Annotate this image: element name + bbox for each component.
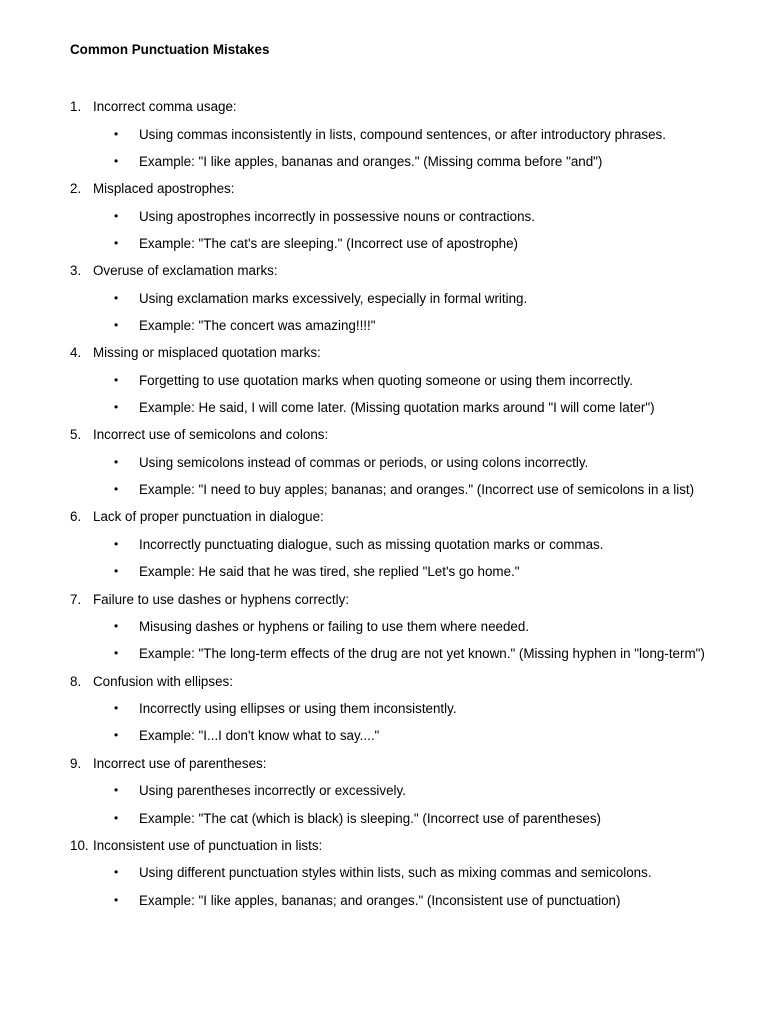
bullet-point (0, 862, 768, 889)
bullet-text: Example: "The cat's are sleeping." (Incorrect use of apostrophe) (139, 235, 519, 251)
bullet-text: Using commas inconsistently in lists, compound sentences, or after introductory phrases. (139, 126, 666, 142)
bullet-text: Using semicolons instead of commas or periods, or using colons incorrectly. (139, 454, 589, 470)
bullet-icon: • (114, 728, 119, 743)
list-item-number: 4. (70, 345, 82, 361)
bullet-icon: • (114, 564, 119, 579)
bullet-text: Using parentheses incorrectly or excessively. (139, 783, 406, 799)
bullet-text: Incorrectly using ellipses or using them inconsistently. (139, 701, 457, 717)
bullet-icon: • (114, 701, 119, 716)
list-item-number: 5. (70, 427, 82, 443)
bullet-point (0, 890, 768, 917)
bullet-icon: • (114, 646, 119, 661)
bullet-text: Example: "I need to buy apples; bananas; and oranges." (Incorrect use of semicolons in a list) (139, 482, 695, 498)
list-item-label: Overuse of exclamation marks: (93, 263, 278, 279)
bullet-point (0, 643, 768, 670)
bullet-icon: • (114, 208, 119, 223)
list-item-number: 10. (70, 837, 89, 853)
bullet-text: Example: "The cat (which is black) is sleeping." (Incorrect use of parentheses) (139, 810, 602, 826)
list-item-label: Confusion with ellipses: (93, 673, 233, 689)
bullet-text: Forgetting to use quotation marks when quoting someone or using them incorrectly. (139, 372, 633, 388)
bullet-point (0, 370, 768, 397)
bullet-icon: • (114, 400, 119, 415)
list-item-number: 1. (70, 99, 82, 114)
bullet-point (0, 534, 768, 561)
bullet-point (0, 397, 768, 424)
bullet-icon: • (114, 126, 119, 141)
list-item-label: Missing or misplaced quotation marks: (93, 345, 321, 361)
bullet-point (0, 233, 768, 260)
list-item-number: 7. (70, 591, 82, 607)
bullet-point (0, 288, 768, 315)
bullet-icon: • (114, 892, 119, 907)
bullet-point (0, 698, 768, 725)
bullet-icon: • (114, 153, 119, 168)
bullet-text: Example: He said, I will come later. (Missing quotation marks around "I will come later") (139, 400, 655, 416)
bullet-text: Using exclamation marks excessively, especially in formal writing. (139, 290, 528, 306)
bullet-point (0, 561, 768, 588)
list-item-number: 6. (70, 509, 82, 525)
bullet-icon: • (114, 783, 119, 798)
list-item (0, 424, 768, 452)
bullet-point (0, 206, 768, 233)
list-item-number: 8. (70, 673, 82, 689)
list-item (0, 671, 768, 699)
document-title: Common Punctuation Mistakes (70, 42, 270, 57)
bullet-icon: • (114, 454, 119, 469)
bullet-point (0, 725, 768, 752)
list-item-label: Failure to use dashes or hyphens correctly: (93, 591, 350, 607)
list-item (0, 835, 768, 863)
bullet-icon: • (114, 235, 119, 250)
list-item (0, 260, 768, 288)
bullet-text: Example: "The long-term effects of the drug are not yet known." (Missing hyphen in "long-term") (139, 646, 705, 662)
list-item (0, 589, 768, 617)
bullet-icon: • (114, 290, 119, 305)
bullet-text: Misusing dashes or hyphens or failing to use them where needed. (139, 619, 530, 635)
bullet-icon: • (114, 619, 119, 634)
list-item-number: 3. (70, 263, 82, 279)
bullet-icon: • (114, 372, 119, 387)
list-item (0, 753, 768, 781)
list-item (0, 96, 768, 124)
bullet-text: Incorrectly punctuating dialogue, such as missing quotation marks or commas. (139, 536, 604, 552)
list-item-label: Misplaced apostrophes: (93, 181, 235, 197)
bullet-icon: • (114, 810, 119, 825)
bullet-text: Example: "I...I don't know what to say...." (139, 728, 380, 744)
bullet-point (0, 124, 768, 151)
list-item (0, 506, 768, 534)
bullet-text: Example: "I like apples, bananas and oranges." (Missing comma before "and") (139, 153, 603, 169)
bullet-point (0, 151, 768, 178)
list-item-label: Incorrect use of parentheses: (93, 755, 267, 771)
list-item-number: 2. (70, 181, 82, 197)
list-item-label: Lack of proper punctuation in dialogue: (93, 509, 324, 525)
list-item-label: Incorrect use of semicolons and colons: (93, 427, 329, 443)
bullet-point (0, 315, 768, 342)
bullet-icon: • (114, 482, 119, 497)
bullet-icon: • (114, 317, 119, 332)
bullet-text: Using different punctuation styles within lists, such as mixing commas and semicolons. (139, 865, 652, 881)
bullet-text: Example: "I like apples, bananas; and oranges." (Inconsistent use of punctuation) (139, 892, 621, 908)
bullet-point (0, 808, 768, 835)
list-item-label: Inconsistent use of punctuation in lists: (93, 837, 323, 853)
bullet-point (0, 452, 768, 479)
list-item-label: Incorrect comma usage: (93, 99, 237, 114)
bullet-point (0, 616, 768, 643)
bullet-icon: • (114, 536, 119, 551)
bullet-point (0, 479, 768, 506)
list-item-number: 9. (70, 755, 82, 771)
bullet-text: Using apostrophes incorrectly in possessive nouns or contractions. (139, 208, 535, 224)
list-item (0, 342, 768, 370)
mistake-list (0, 96, 768, 917)
bullet-icon: • (114, 865, 119, 880)
bullet-point (0, 780, 768, 807)
bullet-text: Example: He said that he was tired, she replied "Let's go home." (139, 564, 520, 580)
list-item (0, 178, 768, 206)
bullet-text: Example: "The concert was amazing!!!!" (139, 317, 376, 333)
